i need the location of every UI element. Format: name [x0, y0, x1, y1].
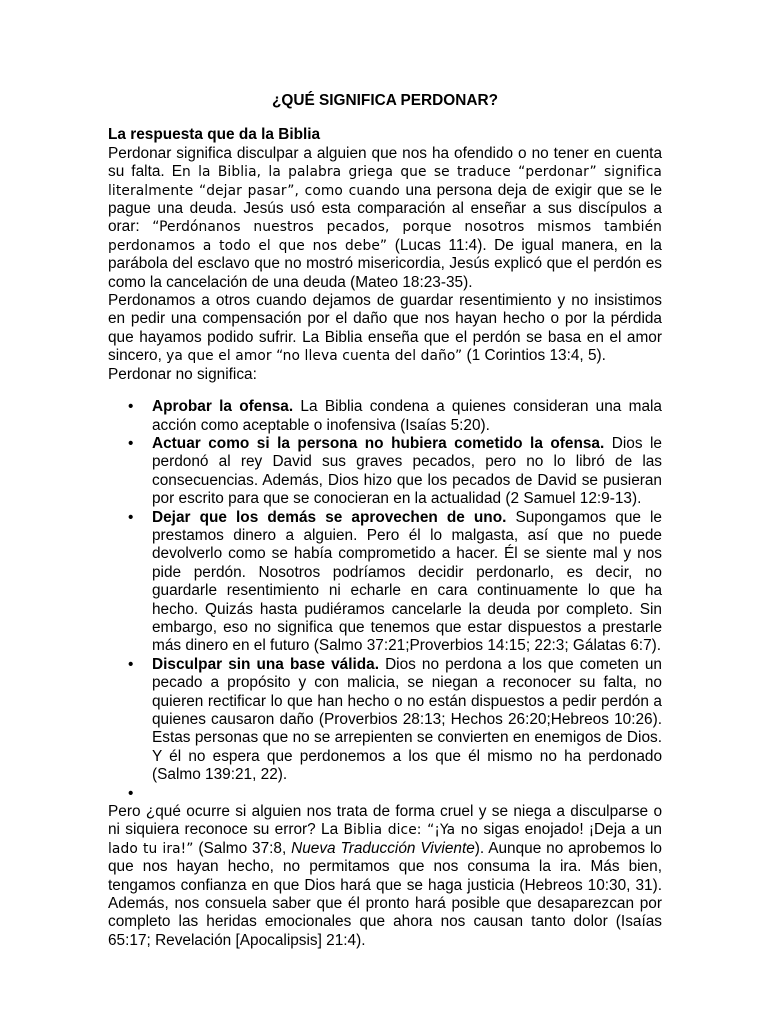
text-run: Pero ¿qué ocurre si alguien nos trata de forma cruel y se niega a disculparse o ni siquiera reconoce su error? La	[108, 803, 662, 839]
section-heading: La respuesta que da la Biblia	[108, 126, 321, 144]
bullet-icon: •	[128, 784, 134, 802]
list-item-heading: Aprobar la ofensa.	[152, 398, 294, 416]
paragraph-forgive-others	[108, 292, 662, 366]
list-item-text: La Biblia condena a quienes consideran una mala acción como aceptable o inofensiva (Isaías 5:20).	[152, 398, 662, 434]
page-title: ¿QUÉ SIGNIFICA PERDONAR?	[271, 92, 499, 109]
text-run-quote-psalm: Biblia dice: “¡Ya no	[343, 822, 479, 839]
text-run-quote-psalm-end: lado tu ira!”	[108, 840, 194, 857]
text-run: ). Aunque no aprobemos lo que nos hayan hecho, no permitamos que nos consuma la ira. Más bien, tengamos confianza en que Dios hará que se haga justicia (Hebreos 10:30, 31). Además, nos consuela saber que él pronto hará posible que desaparezcan por completo las heridas emocionales que ahora nos causan tanto dolor (Isaías 65:17; Revelación [Apocalipsis] 21:4).	[108, 839, 662, 949]
list-item-text: Dios no perdona a los que cometen un pecado a propósito y con malicia, se niegan a reconocer su falta, no quieren rectificar lo que han hecho o no están dispuestos a pedir perdón a quienes causaron daño (Proverbios 28:13; Hechos 26:20;Hebreos 10:26). Estas personas que no se arrepienten se convierten en enemigos de Dios. Y él no espera que perdonemos a los que él mismo no ha perdonado (Salmo 139:21, 22).	[152, 655, 662, 784]
list-item	[108, 509, 662, 656]
text-run-quote-corinthians: ya que el amor “no lleva cuenta del daño”	[166, 348, 463, 365]
list-item-text: Dios le perdonó al rey David sus graves pecados, pero no lo libró de las consecuencias. Además, Dios hizo que los pecados de David se pusieran por escrito para que se conocieran en la actualidad (2 Samuel 12:9-13).	[152, 434, 662, 508]
list-item-text: Supongamos que le prestamos dinero a alguien. Pero él lo malgasta, así que no puede devolverlo como se había comprometido a hacer. Él se siente mal y nos pide perdón. Nosotros podríamos decidir perdonarlo, es decir, no guardarle resentimiento ni echarle en cara continuamente lo que ha hecho. Quizás hasta pudiéramos cancelarle la deuda por completo. Sin embargo, eso no significa que tenemos que estar dispuestos a prestarle más dinero en el futuro (Salmo 37:21;Proverbios 14:15; 22:3; Gálatas 6:7).	[152, 508, 662, 655]
text-run: Perdonar significa disculpar a alguien que nos ha ofendido o no tener en cuenta su falta. E	[108, 144, 662, 181]
bullet-list	[108, 398, 662, 803]
document-page	[108, 92, 662, 950]
paragraph-does-not-mean: Perdonar no significa:	[108, 365, 257, 383]
text-run: Perdonamos a otros cuando dejamos de guardar resentimiento y no insistimos en pedir una compensación por el daño que nos hayan hecho o por la pérdida que hayamos podido sufrir. La Biblia enseña que el perdón se basa en el amor sincero,	[108, 292, 662, 365]
bullet-icon: •	[128, 508, 134, 526]
list-item-heading: Disculpar sin una base válida.	[152, 655, 379, 673]
bullet-icon: •	[128, 398, 134, 416]
list-item-heading: Dejar que los demás se aprovechen de uno.	[152, 508, 507, 526]
paragraph-definition	[108, 145, 662, 292]
paragraph-cruel-treatment	[108, 803, 662, 950]
bullet-icon: •	[128, 434, 134, 452]
text-run: (Lucas 11:4). De igual manera, en la parábola del esclavo que no mostró misericordia, Jesús explicó que el perdón es como la cancelación de una deuda (Mateo 18:23-35).	[108, 236, 662, 291]
text-run-quote-luke: “Perdónanos nuestros pecados, porque nosotros mismos también perdonamos a todo el que nos debe”	[108, 219, 663, 254]
list-item-empty	[108, 785, 662, 803]
list-item	[108, 656, 662, 785]
text-run: (Salmo 37:8,	[193, 839, 292, 857]
text-run-quote-greek: n la Biblia, la palabra griega que se traduce “perdonar” significa literalmente “dejar pasar”, como cuando	[108, 164, 662, 199]
bible-translation-title: Nueva Traducción Viviente	[291, 839, 475, 857]
text-run: sigas enojado! ¡Deja a un	[478, 821, 662, 839]
text-run: una persona deja de exigir que se le pague una deuda. Jesús usó esta comparación al enseñar a sus discípulos a orar:	[108, 181, 663, 236]
list-item	[108, 398, 662, 435]
text-run: (1 Corintios 13:4, 5).	[462, 347, 606, 365]
bullet-icon: •	[128, 655, 134, 673]
list-item	[108, 435, 662, 509]
list-item-heading: Actuar como si la persona no hubiera cometido la ofensa.	[152, 434, 605, 452]
